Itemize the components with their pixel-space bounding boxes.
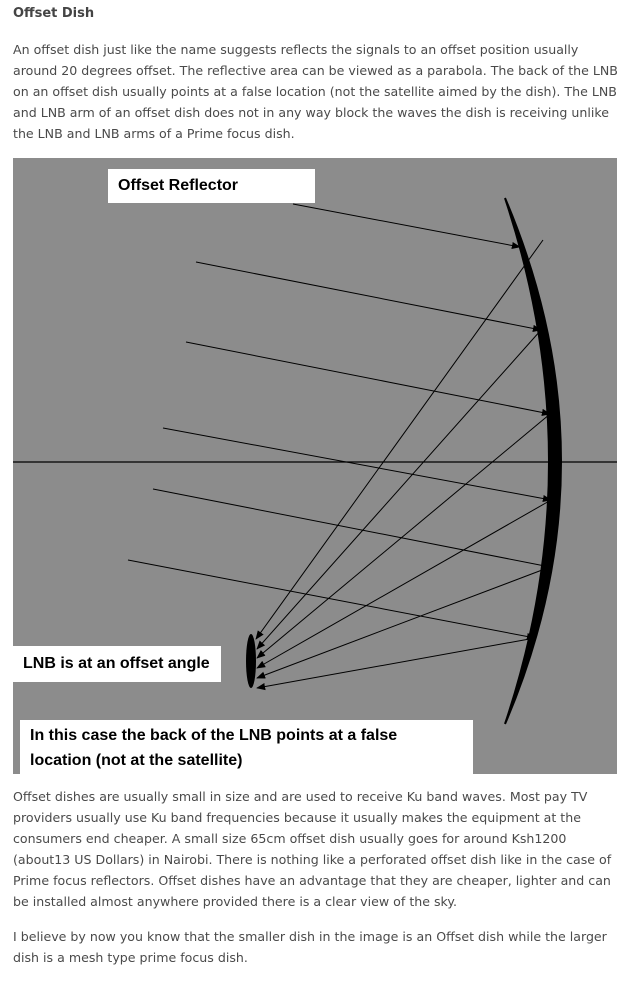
offset-reflector-label: Offset Reflector — [108, 169, 315, 203]
reflected-ray — [257, 638, 535, 688]
lnb-back-label — [20, 720, 473, 774]
reflected-ray — [256, 240, 543, 639]
incoming-ray — [196, 262, 541, 330]
intro-paragraph: An offset dish just like the name suggests reflects the signals to an offset position usually around 20 degrees offset. The reflective area can be viewed as a parabola. The back of the LNB on an offset dish usually points at a false location (not the satellite aimed by the dish). The LNB and LNB arm of an offset dish does not in any way block the waves the dish is receiving unlike the LNB and LNB arms of a Prime focus dish. — [13, 42, 618, 141]
reflector-dish — [505, 198, 561, 724]
incoming-ray — [128, 560, 535, 638]
incoming-rays — [128, 204, 551, 638]
incoming-ray — [293, 204, 520, 247]
ku-band-paragraph: Offset dishes are usually small in size and are used to receive Ku band waves. Most pay TV providers usually use Ku band frequencies because it usually makes the equipment at the consumers end cheaper. A small size 65cm offset dish usually goes for around Ksh1200 (about13 US Dollars) in Nairobi. There is nothing like a perforated offset dish like in the case of Prime focus reflectors. Offset dishes have an advantage that they are cheaper, lighter and can be installed almost anywhere provided there is a clear view of the sky. — [13, 789, 612, 909]
lnb-shape — [246, 634, 256, 688]
lnb-back-label-line1: In this case the back of the LNB points at a false — [30, 727, 398, 744]
reflected-ray — [257, 414, 550, 658]
reflected-ray — [257, 330, 541, 649]
conclusion-paragraph: I believe by now you know that the smaller dish in the image is an Offset dish while the larger dish is a mesh type prime focus dish. — [13, 929, 607, 965]
section-heading: Offset Dish — [13, 6, 95, 21]
lnb-offset-label: LNB is at an offset angle — [13, 646, 221, 682]
incoming-ray — [163, 428, 551, 500]
lnb-back-label-line2: location (not at the satellite) — [30, 752, 243, 769]
reflected-rays — [256, 240, 551, 688]
incoming-ray — [186, 342, 550, 414]
incoming-ray — [153, 489, 550, 567]
offset-dish-diagram — [13, 158, 617, 774]
